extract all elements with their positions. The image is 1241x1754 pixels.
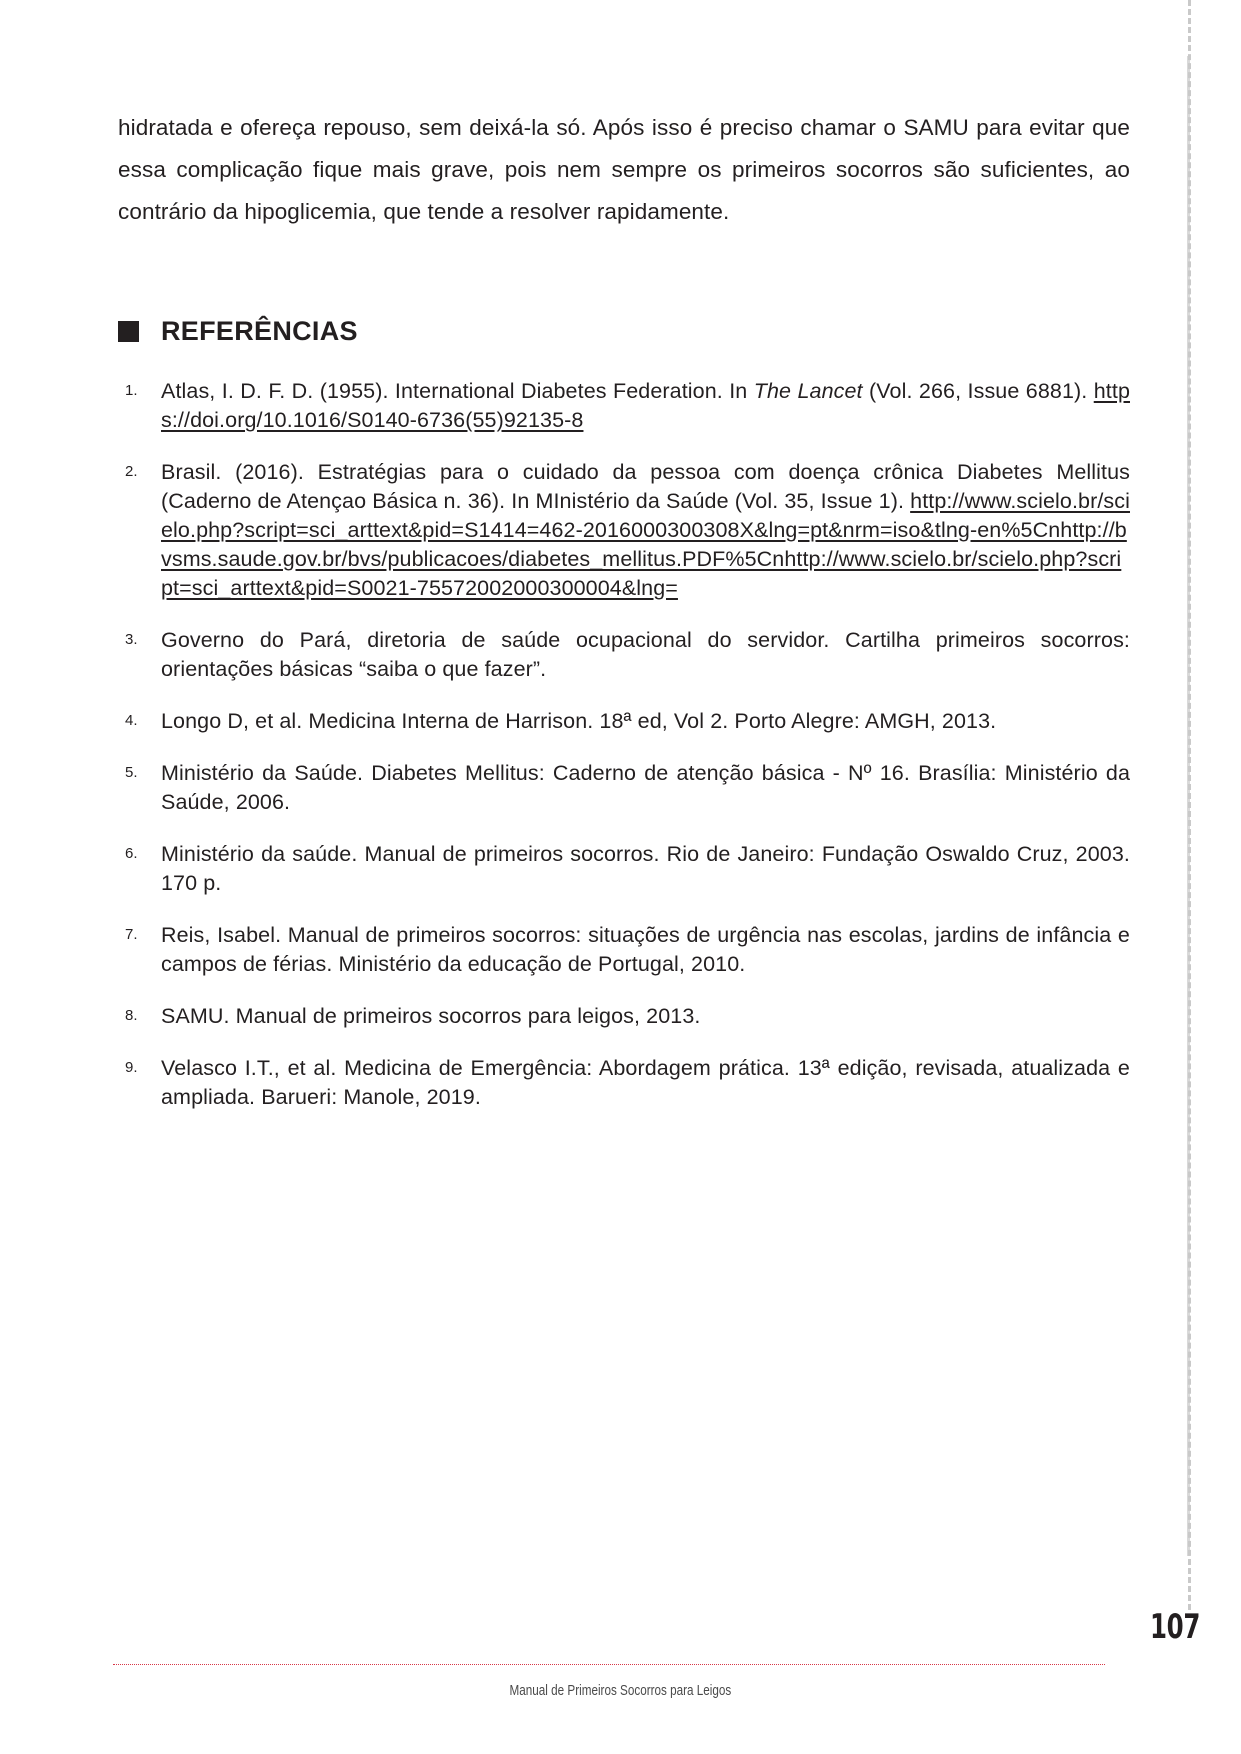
reference-citation: Velasco I.T., et al. Medicina de Emergência: Abordagem prática. 13ª edição, revisada, atualizada e ampliada. Barueri: Manole, 2019. bbox=[161, 1056, 1130, 1109]
reference-citation: Ministério da saúde. Manual de primeiros socorros. Rio de Janeiro: Fundação Oswaldo Cruz, 2003. 170 p. bbox=[161, 842, 1130, 895]
reference-number: 9. bbox=[125, 1059, 138, 1076]
reference-item bbox=[118, 377, 1130, 435]
side-rule-dashed bbox=[1188, 0, 1191, 1610]
square-bullet-icon bbox=[118, 321, 139, 342]
reference-citation-tail: (Vol. 266, Issue 6881). bbox=[862, 379, 1094, 403]
reference-item bbox=[118, 458, 1130, 603]
references-list bbox=[118, 377, 1130, 1135]
reference-citation: Longo D, et al. Medicina Interna de Harrison. 18ª ed, Vol 2. Porto Alegre: AMGH, 2013. bbox=[161, 709, 997, 733]
reference-link[interactable]: http://www.scielo.br/scielo.php?script=sci_arttext&pid=S1414=462-2016000300308X&lng=pt&nrm=iso&tlng-en%5Cnhttp://bvsms.saude.gov.br/bvs/publicacoes/diabetes_mellitus.PDF%5Cnhttp://www.scielo.br/scielo.php?script=sci_arttext&pid=S0021-75572002000300004&lng= bbox=[161, 489, 1130, 600]
reference-text bbox=[161, 1002, 1130, 1031]
reference-citation: Ministério da Saúde. Diabetes Mellitus: Caderno de atenção básica - Nº 16. Brasília: Ministério da Saúde, 2006. bbox=[161, 761, 1130, 814]
reference-number: 8. bbox=[125, 1007, 138, 1024]
reference-text bbox=[161, 759, 1130, 817]
intro-paragraph: hidratada e ofereça repouso, sem deixá-la só. Após isso é preciso chamar o SAMU para evitar que essa complicação fique mais grave, pois nem sempre os primeiros socorros são suficientes, ao contrário da hipoglicemia, que tende a resolver rapidamente. bbox=[118, 115, 1130, 224]
reference-number: 7. bbox=[125, 926, 138, 943]
footer-title: Manual de Primeiros Socorros para Leigos bbox=[509, 1682, 732, 1699]
reference-item bbox=[118, 840, 1130, 898]
reference-number: 5. bbox=[125, 764, 138, 781]
reference-journal: The Lancet bbox=[753, 379, 863, 403]
reference-text bbox=[161, 707, 1130, 736]
reference-link[interactable]: https://doi.org/10.1016/S0140-6736(55)92135-8 bbox=[161, 379, 1130, 432]
reference-item bbox=[118, 1054, 1130, 1112]
reference-item bbox=[118, 707, 1130, 736]
section-heading bbox=[118, 313, 358, 349]
reference-citation: Brasil. (2016). Estratégias para o cuidado da pessoa com doença crônica Diabetes Mellitus (Caderno de Atençao Básica n. 36). In MInistério da Saúde (Vol. 35, Issue 1). bbox=[161, 460, 1130, 513]
footer-divider bbox=[113, 1664, 1105, 1665]
reference-citation: Governo do Pará, diretoria de saúde ocupacional do servidor. Cartilha primeiros socorros: orientações básicas “saiba o que fazer”. bbox=[161, 628, 1130, 681]
reference-item bbox=[118, 759, 1130, 817]
reference-text bbox=[161, 626, 1130, 684]
reference-citation: SAMU. Manual de primeiros socorros para leigos, 2013. bbox=[161, 1004, 701, 1028]
reference-item bbox=[118, 626, 1130, 684]
reference-text bbox=[161, 1054, 1130, 1112]
page-number: 107 bbox=[1150, 1607, 1201, 1647]
reference-number: 2. bbox=[125, 463, 138, 480]
reference-text bbox=[161, 921, 1130, 979]
reference-item bbox=[118, 1002, 1130, 1031]
reference-number: 6. bbox=[125, 845, 138, 862]
reference-text bbox=[161, 377, 1130, 435]
reference-number: 3. bbox=[125, 631, 138, 648]
reference-number: 4. bbox=[125, 712, 138, 729]
reference-citation: Atlas, I. D. F. D. (1955). International Diabetes Federation. In bbox=[161, 379, 754, 403]
reference-item bbox=[118, 921, 1130, 979]
reference-text bbox=[161, 458, 1130, 603]
reference-citation: Reis, Isabel. Manual de primeiros socorros: situações de urgência nas escolas, jardins de infância e campos de férias. Ministério da educação de Portugal, 2010. bbox=[161, 923, 1130, 976]
reference-number: 1. bbox=[125, 382, 138, 399]
reference-text bbox=[161, 840, 1130, 898]
section-title: REFERÊNCIAS bbox=[161, 315, 358, 346]
